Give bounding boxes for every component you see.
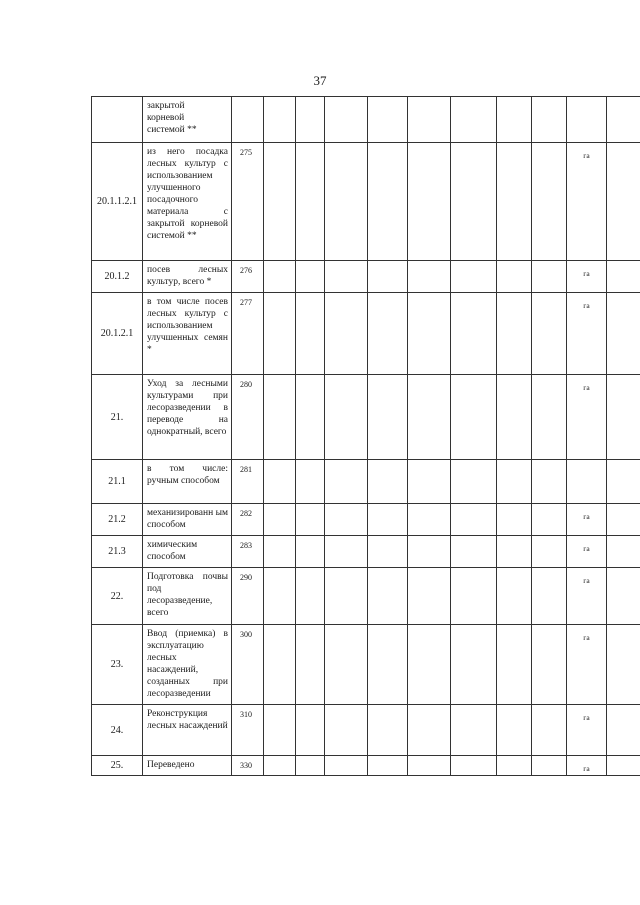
unit-cell-text: га bbox=[583, 512, 590, 521]
unit-cell-text: га bbox=[583, 383, 590, 392]
empty-cell bbox=[607, 705, 640, 756]
empty-cell bbox=[532, 536, 567, 568]
row-number-text: 20.1.1.2.1 bbox=[97, 196, 137, 207]
table-row bbox=[92, 460, 640, 504]
row-code bbox=[232, 536, 264, 568]
row-code-text: 330 bbox=[240, 761, 252, 770]
empty-cell bbox=[325, 375, 368, 460]
empty-cell bbox=[325, 97, 368, 143]
unit-cell-text: га bbox=[583, 764, 590, 773]
row-code-text: 277 bbox=[240, 298, 252, 307]
indicator-name bbox=[143, 625, 232, 705]
empty-cell bbox=[408, 460, 451, 504]
empty-cell bbox=[368, 97, 408, 143]
empty-cell bbox=[264, 536, 296, 568]
table-row bbox=[92, 756, 640, 776]
empty-cell bbox=[532, 97, 567, 143]
empty-cell bbox=[296, 536, 325, 568]
empty-cell bbox=[296, 261, 325, 293]
empty-cell bbox=[497, 504, 532, 536]
row-number-text: 24. bbox=[110, 724, 124, 736]
empty-cell bbox=[368, 625, 408, 705]
row-code bbox=[232, 705, 264, 756]
row-number-text: 23. bbox=[110, 659, 124, 670]
indicator-name-text: посев лесных культур, всего * bbox=[147, 265, 228, 287]
empty-cell bbox=[408, 97, 451, 143]
table-row bbox=[92, 504, 640, 536]
indicator-name bbox=[143, 705, 232, 756]
empty-cell bbox=[264, 756, 296, 776]
empty-cell bbox=[451, 756, 497, 776]
empty-cell bbox=[451, 293, 497, 375]
row-number bbox=[92, 705, 143, 756]
empty-cell bbox=[451, 97, 497, 143]
empty-cell bbox=[264, 375, 296, 460]
empty-cell bbox=[497, 705, 532, 756]
row-number bbox=[92, 756, 143, 776]
row-code bbox=[232, 375, 264, 460]
unit-cell bbox=[567, 756, 607, 776]
indicator-name-text: Уход за лесными культурами при лесоразведении в переводе на однократный, всего bbox=[147, 379, 228, 437]
empty-cell bbox=[451, 261, 497, 293]
row-number-text: 21. bbox=[110, 411, 124, 423]
empty-cell bbox=[296, 375, 325, 460]
row-code bbox=[232, 97, 264, 143]
indicator-name bbox=[143, 293, 232, 375]
row-code-text: 275 bbox=[240, 148, 252, 157]
row-number bbox=[92, 143, 143, 261]
row-number-text: 20.1.2 bbox=[104, 271, 130, 282]
empty-cell bbox=[368, 375, 408, 460]
empty-cell bbox=[408, 261, 451, 293]
indicator-name-text: Переведено bbox=[147, 760, 195, 770]
empty-cell bbox=[408, 536, 451, 568]
empty-cell bbox=[451, 143, 497, 261]
unit-cell-text: га bbox=[583, 713, 590, 722]
empty-cell bbox=[497, 460, 532, 504]
empty-cell bbox=[532, 625, 567, 705]
empty-cell bbox=[408, 625, 451, 705]
empty-cell bbox=[264, 568, 296, 625]
empty-cell bbox=[607, 143, 640, 261]
empty-cell bbox=[607, 568, 640, 625]
empty-cell bbox=[368, 504, 408, 536]
empty-cell bbox=[325, 705, 368, 756]
empty-cell bbox=[497, 625, 532, 705]
empty-cell bbox=[497, 568, 532, 625]
row-code bbox=[232, 460, 264, 504]
unit-cell-text: га bbox=[583, 576, 590, 585]
empty-cell bbox=[607, 97, 640, 143]
row-number bbox=[92, 460, 143, 504]
table-row bbox=[92, 143, 640, 261]
empty-cell bbox=[325, 536, 368, 568]
unit-cell bbox=[567, 97, 607, 143]
empty-cell bbox=[451, 536, 497, 568]
empty-cell bbox=[408, 143, 451, 261]
empty-cell bbox=[451, 504, 497, 536]
indicator-name-text: химическим способом bbox=[147, 540, 198, 562]
row-number-text: 20.1.2.1 bbox=[100, 328, 134, 339]
empty-cell bbox=[264, 504, 296, 536]
row-number bbox=[92, 536, 143, 568]
row-number bbox=[92, 293, 143, 375]
indicator-name bbox=[143, 536, 232, 568]
row-code bbox=[232, 504, 264, 536]
row-number bbox=[92, 625, 143, 705]
indicator-name-text: Реконструкция лесных насаждений bbox=[147, 709, 228, 731]
unit-cell-text: га bbox=[583, 633, 590, 642]
unit-cell bbox=[567, 375, 607, 460]
row-code-text: 276 bbox=[240, 266, 252, 275]
empty-cell bbox=[368, 261, 408, 293]
empty-cell bbox=[325, 504, 368, 536]
empty-cell bbox=[325, 756, 368, 776]
empty-cell bbox=[296, 625, 325, 705]
empty-cell bbox=[408, 375, 451, 460]
indicator-name-text: механизированн ым способом bbox=[147, 508, 228, 530]
empty-cell bbox=[264, 625, 296, 705]
row-number-text: 21.3 bbox=[108, 546, 126, 557]
indicator-name bbox=[143, 143, 232, 261]
row-code-text: 300 bbox=[240, 630, 252, 639]
row-code bbox=[232, 568, 264, 625]
empty-cell bbox=[607, 261, 640, 293]
unit-cell-text: га bbox=[583, 151, 590, 160]
empty-cell bbox=[368, 536, 408, 568]
empty-cell bbox=[264, 705, 296, 756]
empty-cell bbox=[607, 375, 640, 460]
empty-cell bbox=[296, 756, 325, 776]
empty-cell bbox=[264, 143, 296, 261]
empty-cell bbox=[368, 568, 408, 625]
empty-cell bbox=[607, 536, 640, 568]
empty-cell bbox=[296, 293, 325, 375]
empty-cell bbox=[325, 625, 368, 705]
unit-cell-text: га bbox=[583, 269, 590, 278]
unit-cell bbox=[567, 536, 607, 568]
empty-cell bbox=[368, 460, 408, 504]
empty-cell bbox=[607, 625, 640, 705]
row-code bbox=[232, 756, 264, 776]
empty-cell bbox=[532, 756, 567, 776]
empty-cell bbox=[296, 568, 325, 625]
empty-cell bbox=[451, 625, 497, 705]
empty-cell bbox=[497, 97, 532, 143]
row-code-text: 290 bbox=[240, 573, 252, 582]
row-number-text: 21.1 bbox=[108, 476, 126, 487]
empty-cell bbox=[368, 705, 408, 756]
page-number: 37 bbox=[313, 73, 327, 88]
empty-cell bbox=[264, 293, 296, 375]
row-number bbox=[92, 261, 143, 293]
empty-cell bbox=[532, 375, 567, 460]
empty-cell bbox=[607, 504, 640, 536]
empty-cell bbox=[497, 261, 532, 293]
empty-cell bbox=[368, 293, 408, 375]
row-code-text: 281 bbox=[240, 465, 252, 474]
unit-cell bbox=[567, 261, 607, 293]
row-code bbox=[232, 143, 264, 261]
empty-cell bbox=[408, 756, 451, 776]
indicator-name-text: в том числе посев лесных культур с использованием улучшенных семян * bbox=[147, 297, 228, 355]
empty-cell bbox=[532, 568, 567, 625]
row-code-text: 283 bbox=[240, 541, 252, 550]
row-code-text: 282 bbox=[240, 509, 252, 518]
row-number bbox=[92, 568, 143, 625]
empty-cell bbox=[532, 504, 567, 536]
row-code-text: 280 bbox=[240, 380, 252, 389]
table-row bbox=[92, 97, 640, 143]
table-row bbox=[92, 375, 640, 460]
indicator-name bbox=[143, 756, 232, 776]
empty-cell bbox=[368, 756, 408, 776]
empty-cell bbox=[325, 261, 368, 293]
empty-cell bbox=[264, 97, 296, 143]
table-row bbox=[92, 536, 640, 568]
empty-cell bbox=[325, 293, 368, 375]
form-table bbox=[91, 96, 640, 776]
row-number-text: 21.2 bbox=[108, 514, 126, 525]
empty-cell bbox=[325, 568, 368, 625]
row-code bbox=[232, 293, 264, 375]
table-row bbox=[92, 625, 640, 705]
empty-cell bbox=[408, 293, 451, 375]
empty-cell bbox=[408, 568, 451, 625]
table-row bbox=[92, 261, 640, 293]
row-code bbox=[232, 261, 264, 293]
indicator-name-text: в том числе: ручным способом bbox=[147, 464, 228, 486]
unit-cell-text: га bbox=[583, 544, 590, 553]
unit-cell-text: га bbox=[583, 301, 590, 310]
table-row bbox=[92, 293, 640, 375]
row-number-text: 22. bbox=[110, 590, 124, 602]
indicator-name-text: закрытой корневой системой ** bbox=[147, 101, 197, 135]
unit-cell bbox=[567, 568, 607, 625]
indicator-name-text: Подготовка почвы под лесоразведение, всего bbox=[147, 572, 228, 618]
empty-cell bbox=[325, 143, 368, 261]
empty-cell bbox=[451, 568, 497, 625]
empty-cell bbox=[296, 460, 325, 504]
empty-cell bbox=[325, 460, 368, 504]
empty-cell bbox=[497, 756, 532, 776]
indicator-name bbox=[143, 568, 232, 625]
empty-cell bbox=[296, 504, 325, 536]
indicator-name-text: из него посадка лесных культур с использованием улучшенного посадочного материала с закрытой корневой системой ** bbox=[147, 147, 228, 241]
indicator-name bbox=[143, 460, 232, 504]
empty-cell bbox=[607, 756, 640, 776]
indicator-name bbox=[143, 97, 232, 143]
empty-cell bbox=[497, 293, 532, 375]
empty-cell bbox=[296, 705, 325, 756]
empty-cell bbox=[497, 375, 532, 460]
row-number-text: 25. bbox=[110, 760, 124, 771]
empty-cell bbox=[264, 261, 296, 293]
empty-cell bbox=[451, 375, 497, 460]
empty-cell bbox=[532, 261, 567, 293]
unit-cell bbox=[567, 143, 607, 261]
empty-cell bbox=[497, 536, 532, 568]
unit-cell bbox=[567, 460, 607, 504]
empty-cell bbox=[497, 143, 532, 261]
empty-cell bbox=[607, 460, 640, 504]
empty-cell bbox=[532, 293, 567, 375]
unit-cell bbox=[567, 625, 607, 705]
empty-cell bbox=[451, 460, 497, 504]
row-number bbox=[92, 504, 143, 536]
empty-cell bbox=[296, 143, 325, 261]
empty-cell bbox=[532, 143, 567, 261]
table-row bbox=[92, 568, 640, 625]
unit-cell bbox=[567, 705, 607, 756]
row-number bbox=[92, 375, 143, 460]
indicator-name bbox=[143, 504, 232, 536]
row-code-text: 310 bbox=[240, 710, 252, 719]
row-number bbox=[92, 97, 143, 143]
empty-cell bbox=[264, 460, 296, 504]
empty-cell bbox=[451, 705, 497, 756]
empty-cell bbox=[532, 460, 567, 504]
empty-cell bbox=[607, 293, 640, 375]
unit-cell bbox=[567, 504, 607, 536]
empty-cell bbox=[532, 705, 567, 756]
unit-cell bbox=[567, 293, 607, 375]
empty-cell bbox=[408, 504, 451, 536]
empty-cell bbox=[368, 143, 408, 261]
indicator-name-text: Ввод (приемка) в эксплуатацию лесных насаждений, созданных при лесоразведении bbox=[147, 629, 228, 699]
indicator-name bbox=[143, 375, 232, 460]
row-code bbox=[232, 625, 264, 705]
empty-cell bbox=[296, 97, 325, 143]
empty-cell bbox=[408, 705, 451, 756]
indicator-name bbox=[143, 261, 232, 293]
table-row bbox=[92, 705, 640, 756]
